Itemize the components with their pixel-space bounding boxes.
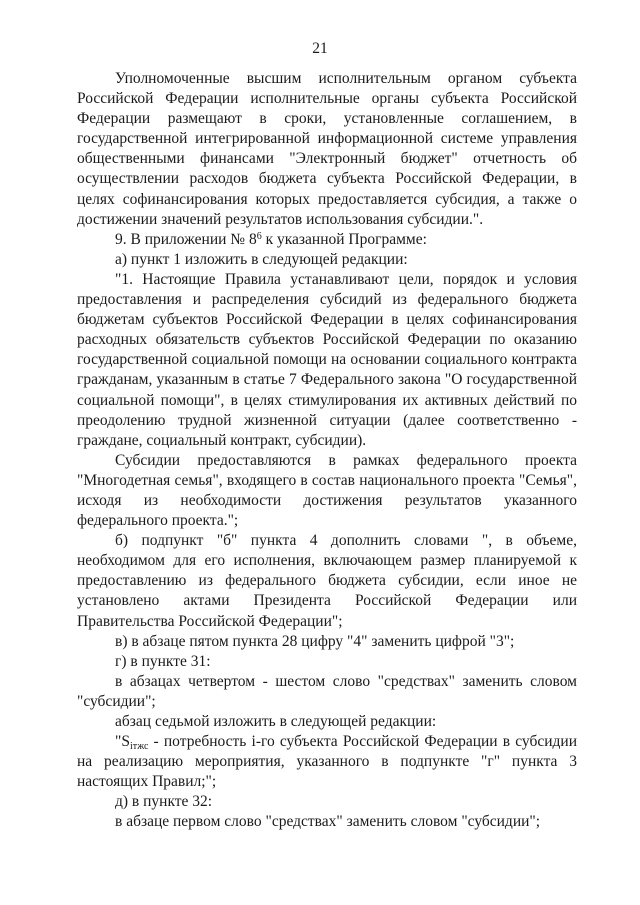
paragraph-rules-1: "1. Настоящие Правила устанавливают цели, порядок и условия предоставления и распределения субсидий из федерального бюджета бюджетам субъектов Российской Федерации в целях софинансирования расходных обязательств субъектов Российской Федерации по оказанию государственной социальной помощи на основании социального контракта гражданам, указанным в статье 7 Федерального закона "О государственной социальной помощи", в целях стимулирования их активных действий по преодолению трудной жизненной ситуации (далее соответственно - граждане, социальный контракт, субсидии). xyxy=(77,270,577,449)
item-9-superscript: 6 xyxy=(256,230,262,242)
paragraph-subitem-g: г) в пункте 31: xyxy=(115,652,211,670)
formula-subscript: iтжс xyxy=(129,741,149,753)
item-9-text-tail: к указанной Программе: xyxy=(261,230,427,248)
paragraph-abzac-1: в абзаце первом слово "средствах" заменить словом "субсидии"; xyxy=(115,813,541,831)
item-9-text: 9. В приложении № 8 xyxy=(115,230,257,248)
paragraph-abzac-7: абзац седьмой изложить в следующей редакции: xyxy=(115,713,437,730)
paragraph-abzacy: в абзацах четвертом - шестом слово "средствах" заменить словом "субсидии"; xyxy=(77,672,577,710)
paragraph-subitem-d: д) в пункте 32: xyxy=(115,793,213,811)
formula-symbol: "S xyxy=(115,733,130,751)
paragraph-item-9 xyxy=(77,230,577,250)
paragraph-formula-s xyxy=(77,732,577,792)
paragraph-subitem-b: б) подпункт "б" пункта 4 дополнить словами ", в объеме, необходимом для его исполнения, включающем размер планируемой к предоставлению из федерального бюджета субсидии, если иное не установлено актами Президента Российской Федерации или Правительства Российской Федерации"; xyxy=(77,532,577,630)
formula-text: - потребность i-го субъекта Российской Федерации в субсидии на реализацию мероприятия, указанного в подпункте "г" пункта 3 настоящих Правил;"; xyxy=(77,733,577,791)
paragraph-subitem-v: в) в абзаце пятом пункта 28 цифру "4" заменить цифрой "3"; xyxy=(115,632,515,650)
page-number: 21 xyxy=(312,40,328,57)
paragraph-reporting: Уполномоченные высшим исполнительным органом субъекта Российской Федерации исполнительные органы субъекта Российской Федерации размещают в сроки, установленные соглашением, в государственной интегрированной информационной системе управления общественными финансами "Электронный бюджет" отчетность об осуществлении расходов бюджета субъекта Российской Федерации, в целях софинансирования которых предоставляется субсидия, а также о достижении значений результатов использования субсидии.". xyxy=(77,70,577,228)
document-body xyxy=(77,69,577,833)
paragraph-subitem-a: а) пункт 1 изложить в следующей редакции: xyxy=(115,250,408,268)
paragraph-subsidies: Субсидии предоставляются в рамках федерального проекта "Многодетная семья", входящего в состав национального проекта "Семья", исходя из необходимости достижения результатов указанного федерального проекта."; xyxy=(77,451,577,530)
